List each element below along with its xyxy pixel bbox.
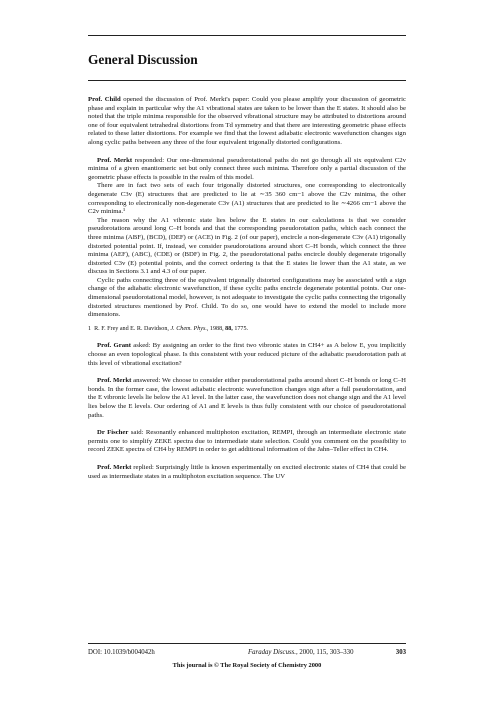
title-rule xyxy=(88,80,406,81)
paragraph-text: responded: Our one-dimensional pseudorotational paths do not go through all six equivalent C2v minima of a given enantiomeric set but only connect three such minima. Therefore only a partial discussion of the geometric phase effects is possible in the realm of this model. xyxy=(88,156,406,181)
reference-pages: 1775. xyxy=(234,325,249,332)
reference-authors: R. F. Frey and E. R. Davidson, xyxy=(94,325,169,332)
paragraph-text: opened the discussion of Prof. Merkt's paper: Could you please amplify your discussion of geometric phase and explain in particular why the A1 vibrational states are taken to be lower than the E states. It should also be noted that the triple minima responsible for the observed vibrational structure may be attributed to distortions around one of four equivalent tetrahedral distortions from Td symmetry and that there are interesting geometric phase effects related to these latter distortions. For example we find that the lowest adiabatic electronic wavefunction changes sign along cyclic paths between any three of the four equivalent trigonally distorted configurations. xyxy=(88,96,406,146)
speaker-name: Dr Fischer xyxy=(97,429,129,437)
paragraph xyxy=(88,96,406,148)
reference-year: 1988, xyxy=(209,325,224,332)
paragraph-text: Cyclic paths connecting three of the equivalent trigonally distorted configurations may be associated with a sign change of the adiabatic electronic wavefunction, if these cyclic paths encircle degenerate potential points. Our one-dimensional pseudorotational model, however, is not adequate to investigate the cyclic paths connecting the trigonally distorted structures mentioned by Prof. Child. To do so, one would have to extend the model to include more dimensions. xyxy=(88,276,406,319)
discussion-body xyxy=(88,96,406,481)
reference-journal: J. Chem. Phys., xyxy=(170,325,209,332)
journal-citation xyxy=(248,649,353,656)
paragraph-text: asked: By assigning an order to the first two vibronic states in CH4+ as A below E, you implicitly choose an even topological phase. Is this consistent with your reduced picture of the adiabatic pseudorotation path at this level of vibrational excitation? xyxy=(88,342,406,367)
paragraph xyxy=(88,182,406,216)
speaker-name: Prof. Merkt xyxy=(97,377,132,385)
paragraph-text: replied: Surprisingly little is known experimentally on excited electronic states of CH4 that could be used as intermediate states in a multiphoton excitation sequence. The UV xyxy=(88,463,407,480)
speaker-name: Prof. Child xyxy=(88,96,121,103)
paragraph-text: answered: We choose to consider either pseudorotational paths around short C–H bonds or long C–H bonds. In the former case, the lowest adiabatic electronic wavefunction changes sign after a full pseudorotation, and the E vibronic levels lie below the A1 level. In the latter case, the wavefunction does not change sign and the A1 level lies below the E levels. Our ordering of A1 and E levels is thus fully consistent with our choice of pseudorotational paths. xyxy=(88,377,406,419)
paragraph xyxy=(88,342,406,368)
paragraph xyxy=(88,429,406,455)
page-number: 303 xyxy=(395,649,406,656)
top-rule xyxy=(88,35,406,36)
journal-details: 2000, 115, 303–330 xyxy=(299,649,354,656)
page-title: General Discussion xyxy=(88,52,198,67)
journal-name: Faraday Discuss., xyxy=(248,649,298,656)
paragraph-text: There are in fact two sets of each four trigonally distorted structures, one corresponding to electronically degenerate C3v (E) structures that are predicted to lie at ∼35 360 cm−1 above the C2v minima, the other corresponding to electronically non-degenerate C3v (A1) structures that are predicted to lie ∼4266 cm−1 above the C2v minima.¹ xyxy=(88,182,406,216)
reference xyxy=(88,325,406,334)
speaker-name: Prof. Merkt xyxy=(97,463,132,471)
paragraph xyxy=(88,377,406,420)
paragraph xyxy=(88,217,406,277)
paragraph-text: said: Resonantly enhanced multiphoton excitation, REMPI, through an intermediate electronic state permits one to simplify ZEKE spectra due to intermediate state selection. Could you comment on the possibility to record ZEKE spectra of CH4 by REMPI in order to get additional information of the Jahn–Teller effect in CH4. xyxy=(88,429,406,454)
speaker-name: Prof. Merkt xyxy=(97,156,133,164)
paragraph xyxy=(88,277,406,320)
paragraph xyxy=(88,157,406,183)
paragraph xyxy=(88,464,406,481)
copyright-notice: This journal is © The Royal Society of Chemistry 2000 xyxy=(172,662,322,669)
doi-text: DOI: 10.1039/b004042h xyxy=(88,649,155,656)
footer-rule xyxy=(88,643,406,644)
paragraph-text: The reason why the A1 vibronic state lies below the E states in our calculations is that we consider pseudorotations around long C–H bonds and that the corresponding pseudorotation paths, which each connect the three minima (ABF), (BCD), (DEF) or (ACE) in Fig. 2 (of our paper), encircle a non-degenerate C3v (A1) trigonally distorted potential point. If, instead, we consider pseudorotations around short C–H bonds, which connect the three minima (AEF), (ABC), (CDE) or (BDF) in Fig. 2, the pseudorotational paths encircle doubly degenerate trigonally distorted C3v (E) potential points, and the correct ordering is that the E states lie lower than the A1 state, as we discuss in Sections 3.1 and 4.3 of our paper. xyxy=(88,216,406,276)
reference-number: 1 xyxy=(88,325,92,332)
speaker-name: Prof. Grant xyxy=(97,342,132,350)
reference-volume: 88, xyxy=(225,325,233,332)
